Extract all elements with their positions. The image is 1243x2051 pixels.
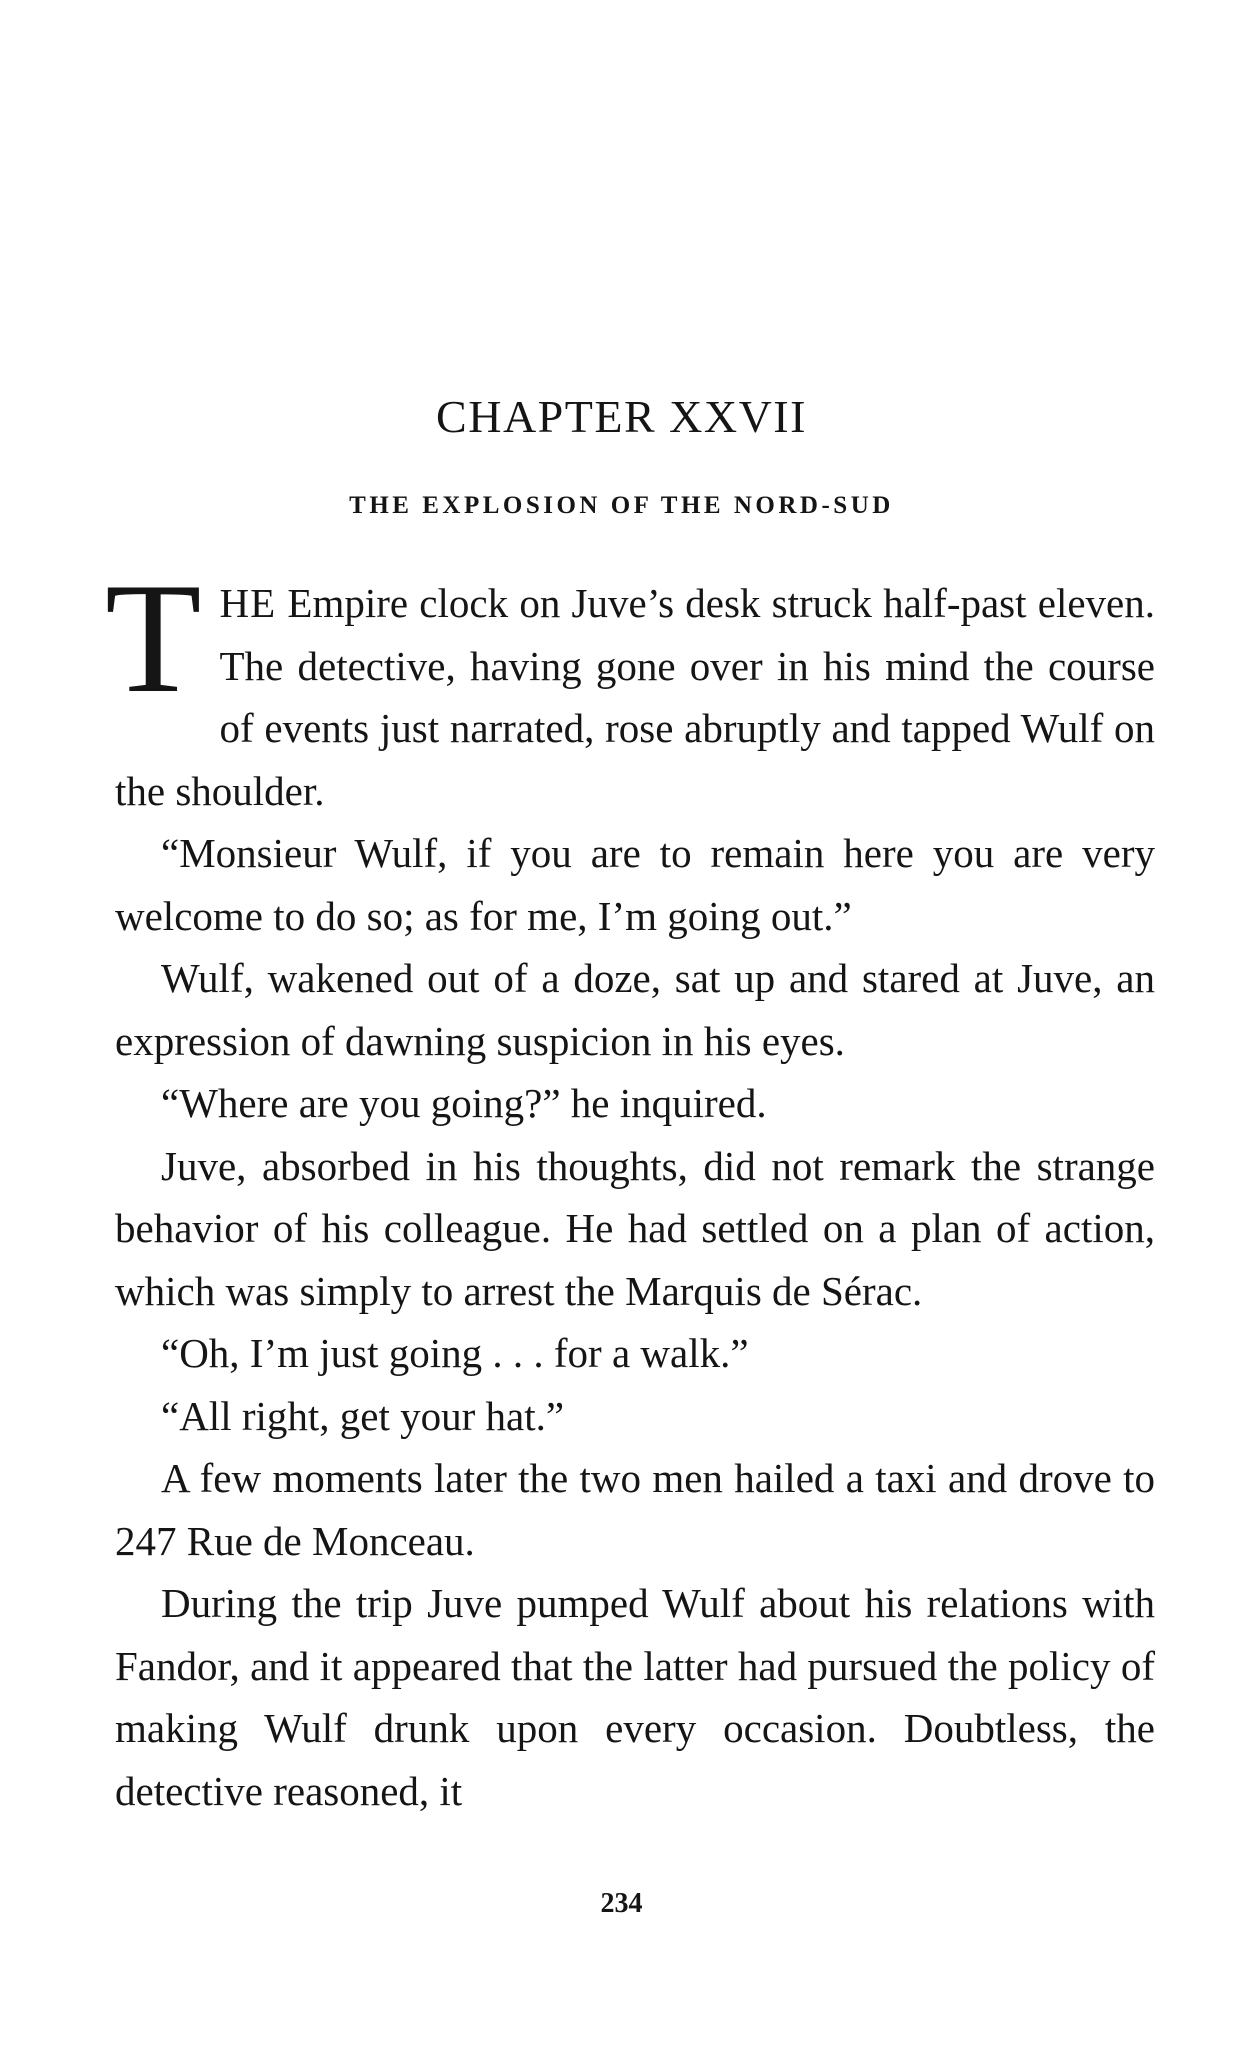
paragraph-6: “Oh, I’m just going . . . for a walk.”	[161, 1330, 749, 1376]
first-caps: HE	[219, 580, 277, 626]
paragraph-2: “Monsieur Wulf, if you are to remain here you are very welcome to do so; as for me, I’m going out.”	[115, 830, 1155, 939]
chapter-heading: CHAPTER XXVII	[436, 391, 807, 442]
chapter-subtitle: THE EXPLOSION OF THE NORD-SUD	[349, 492, 894, 519]
body-text	[105, 551, 1155, 1822]
first-paragraph-text: Empire clock on Juve’s desk struck half-past eleven. The detective, having gone over in his mind the course of events just narrated, rose abruptly and tapped Wulf on the shoulder.	[115, 580, 1155, 814]
paragraph-3: Wulf, wakened out of a doze, sat up and stared at Juve, an expression of dawning suspicion in his eyes.	[115, 955, 1155, 1064]
page-number: 234	[600, 1888, 643, 1919]
drop-cap: T	[105, 551, 202, 726]
paragraph-8: A few moments later the two men hailed a taxi and drove to 247 Rue de Monceau.	[115, 1455, 1155, 1564]
paragraph-4: “Where are you going?” he inquired.	[161, 1080, 767, 1126]
paragraph-5: Juve, absorbed in his thoughts, did not remark the strange behavior of his colleague. He had settled on a plan of action, which was simply to arrest the Marquis de Sérac.	[115, 1142, 1155, 1314]
paragraph-9: During the trip Juve pumped Wulf about his relations with Fandor, and it appeared that the latter had pursued the policy of making Wulf drunk upon every occasion. Doubtless, the detective reasoned, it	[115, 1580, 1155, 1814]
paragraph-7: “All right, get your hat.”	[161, 1392, 565, 1439]
paragraph-1	[105, 551, 1155, 822]
